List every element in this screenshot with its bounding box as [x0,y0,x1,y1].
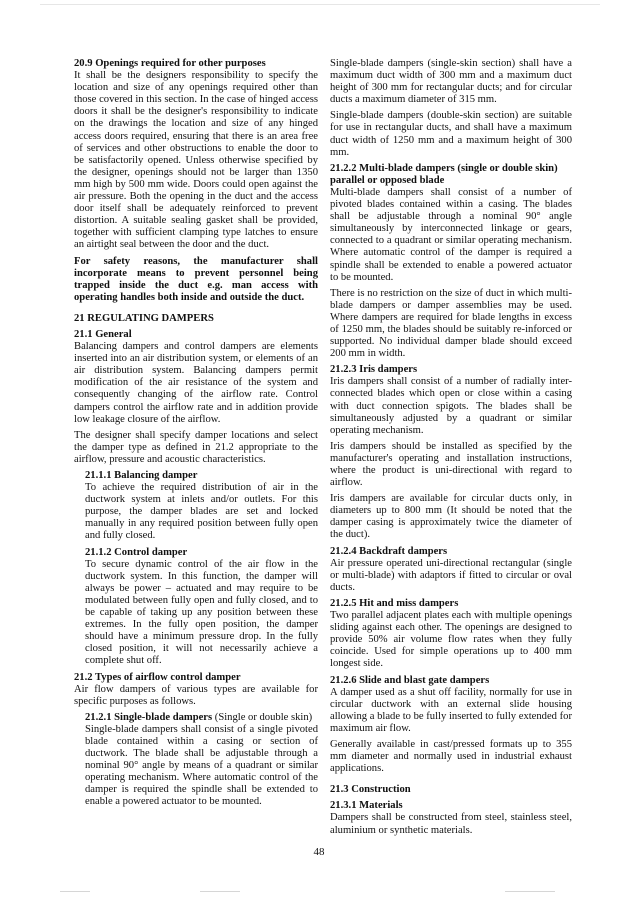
section-heading-21-2-4: 21.2.4 Backdraft dampers [330,545,448,557]
section-heading-21-2-3: 21.2.3 Iris dampers [330,364,418,376]
section-heading-21-2-5: 21.2.5 Hit and miss dampers [330,597,459,609]
section-heading-21-2: 21.2 Types of airflow control damper [74,671,241,683]
paragraph: Single-blade dampers shall consist of a single pivoted blade contained within a casing or section of ductwork. The blade shall be adjustable through a nominal 90° angle by means of a quadrant or similar operating mechanism. Where automatic control of the damper is required the spindle shall be extended to enable a powered actuator to be mounted. [85,723,318,808]
section-heading-21-1-2: 21.1.2 Control damper [85,546,188,558]
section-heading-20-9: 20.9 Openings required for other purposes [74,58,266,69]
bottom-scan-mark [200,891,240,892]
paragraph: Two parallel adjacent plates each with multiple openings sliding against each other. The openings are designed to provide 50% air volume flow rates when they fully coincide. Used for simple operations up to 400 mm longest side. [330,610,572,670]
paragraph: To secure dynamic control of the air flow in the ductwork system. In this function, the damper will always be power – actuated and may require to be modulated between fully open and fully closed, and to be capable of taking up any position between these extremes. In the fully open position, the damper should have a minimum pressure drop. In the fully closed position, it will not necessarily achieve a complete shut off. [85,558,318,667]
paragraph: Iris dampers are available for circular ducts only, in diameters up to 800 mm (It should be noted that the damper casing is approximately twice the diameter of the duct). [330,493,572,541]
subsection-block [74,470,318,668]
section-heading-21-3: 21.3 Construction [330,784,411,796]
paragraph: There is no restriction on the size of duct in which multi-blade dampers or damper assemblies may be used. Where dampers are required for blade lengths in excess of 1250 mm, the blades should be suitably re-inforced or supported. No individual damper blade should exceed 200 mm in width. [330,287,572,360]
paragraph: The designer shall specify damper locations and select the damper type as defined in 21.2 appropriate to the airflow, pressure and acoustic characteristics. [74,429,318,465]
paragraph: Balancing dampers and control dampers are elements inserted into an air distribution system, or elements of an air distribution system. Balancing dampers permit modification of the air resistance of the system and consequently changing of the airflow rate. Control dampers control the airflow rate and in addition provide low leakage closure of the airflow. [74,341,318,425]
paragraph: Iris dampers should be installed as specified by the manufacturer's operating and installation instructions, where the product is uni-directional with regard to airflow. [330,440,572,489]
section-heading-21-1-1: 21.1.1 Balancing damper [85,470,198,481]
paragraph: Air flow dampers of various types are available for specific purposes as follows. [74,683,318,707]
section-heading-21: 21 REGULATING DAMPERS [74,312,214,324]
top-scan-line [40,4,600,5]
subsection-block [74,712,318,809]
left-column [74,58,318,812]
paragraph: It shall be the designers responsibility to specify the location and size of any openings required other than those covered in this section. In the case of hinged access doors it shall be the designer's responsibility to indicate on the drawings the location and size of any hinged access doors required, ensuring that there is an area free of services and other obstructions to enable the door to be satisfactorily opened. Unless otherwise specified by the designer, openings should not be larger than 1350 mm high by 500 mm wide. Doors could open against the air pressure. Both the opening in the duct and the access door itself shall be adequately reinforced to prevent distortion. A suitable sealing gasket shall be provided, together with sufficient clamping type latches to ensure an airtight seal between the door and the duct. [74,70,318,251]
paragraph: Air pressure operated uni-directional rectangular (single or multi-blade) with adaptors if fitted to circular or oval ducts. [330,557,572,593]
section-heading-21-2-6: 21.2.6 Slide and blast gate dampers [330,674,490,686]
paragraph: Single-blade dampers (double-skin section) are suitable for use in rectangular ducts, and shall have a maximum duct width of 1250 mm and a maximum height of 300 mm. [330,110,572,158]
paragraph: A damper used as a shut off facility, normally for use in circular ductwork with an external slide housing allowing a blade to be fully inserted to fully extended for maximum air flow. [330,686,572,734]
safety-paragraph: For safety reasons, the manufacturer shall incorporate means to prevent personnel being trapped inside the duct e.g. man access with operating handles both inside and outside the duct. [74,255,318,303]
section-heading-21-2-2: 21.2.2 Multi-blade dampers (single or double skin) parallel or opposed blade [330,162,558,186]
bottom-scan-mark [60,891,90,892]
bottom-scan-mark [505,891,555,892]
paragraph: To achieve the required distribution of air in the ductwork system at inlets and/or outlets. For this purpose, the damper blades are set and locked manually in any required position between fully open and fully closed. [85,482,318,542]
right-column [330,58,572,841]
paragraph: Iris dampers shall consist of a number of radially inter-connected blades which open or close within a casing with duct connection spigots. The blades shall be simultaneously adjusted by a quadrant or similar operating mechanism. [330,376,572,436]
paragraph: Single-blade dampers (single-skin section) shall have a maximum duct width of 300 mm and a maximum duct height of 300 mm for rectangular ducts; and for circular ducts a maximum diameter of 315 mm. [330,58,572,106]
page-number: 48 [313,846,325,858]
paragraph: Generally available in cast/pressed formats up to 355 mm diameter and normally used in industrial exhaust applications. [330,738,572,775]
paragraph: Multi-blade dampers shall consist of a number of pivoted blades contained within a casing. The blades shall be adjustable through a nominal 90° angle simultaneously by interconnected linkage or gears, connected to a quadrant or similar operating mechanism. Where automatic control of the damper is required a spindle shall be extended to enable a powered actuator to be mounted. [330,186,572,283]
section-heading-21-1: 21.1 General [74,328,132,340]
section-heading-21-3-1: 21.3.1 Materials [330,800,403,812]
heading-normal-part: (Single or double skin) [212,711,313,723]
paragraph: Dampers shall be constructed from steel, stainless steel, aluminium or synthetic materials. [330,812,572,836]
section-heading-21-2-1 [85,712,318,724]
heading-bold-part: 21.2.1 Single-blade dampers [85,711,213,723]
